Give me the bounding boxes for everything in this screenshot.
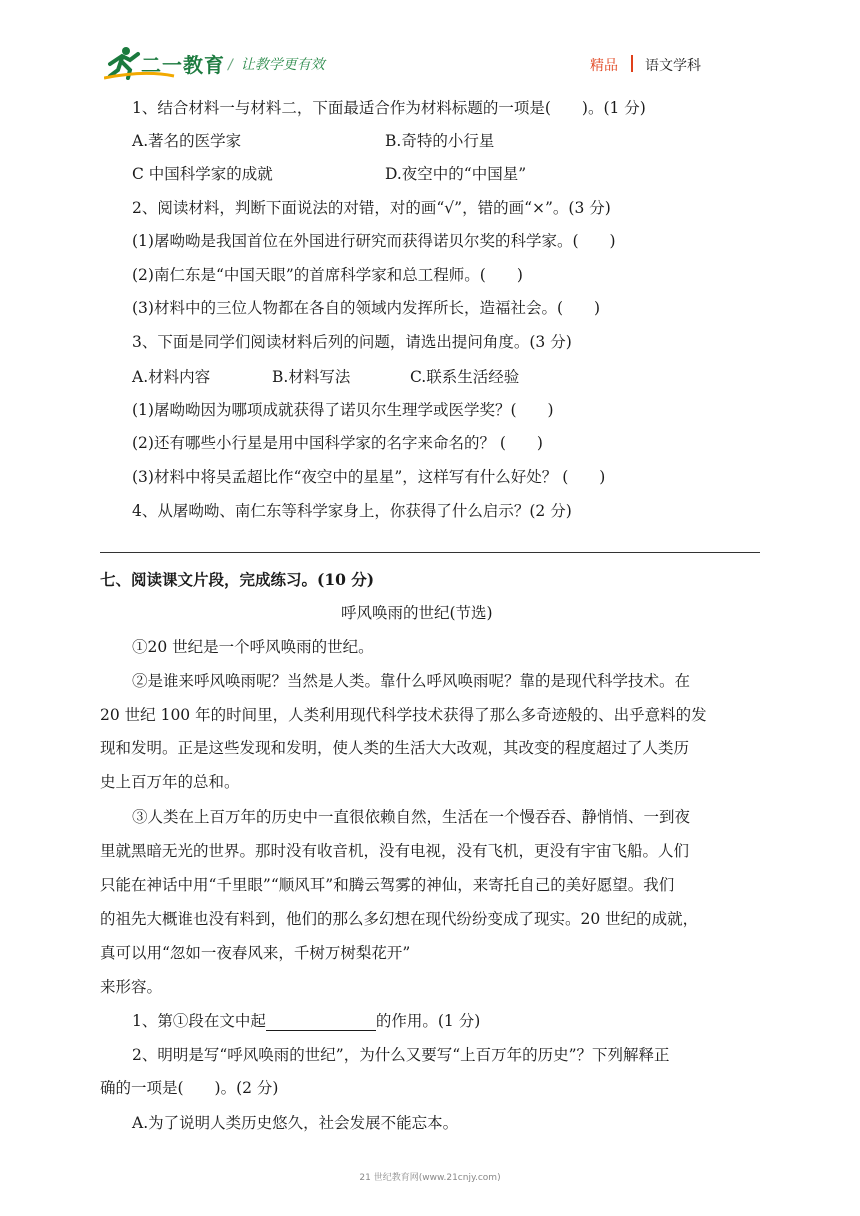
slogan-text: 让教学更有效 [240, 57, 325, 73]
premium-tag: 精品 [590, 58, 618, 74]
paragraph-3-line-6: 来形容。 [100, 978, 163, 996]
tag-divider [631, 55, 633, 72]
paragraph-3-line-4: 的祖先大概谁也没有料到，他们的那么多幻想在现代纷纷变成了现实。20 世纪的成就， [100, 910, 699, 928]
question-4: 4、从屠呦呦、南仁东等科学家身上，你获得了什么启示？(2 分) [132, 502, 572, 520]
paragraph-3-line-5: 真可以用“忽如一夜春风来，千树万树梨花开” [100, 944, 411, 962]
statement-2: (2)南仁东是“中国天眼”的首席科学家和总工程师。( ) [132, 266, 523, 284]
reading-question-2-line-2: 确的一项是( )。(2 分) [100, 1079, 279, 1097]
section-divider [100, 552, 760, 553]
reading-question-1-suffix: 的作用。(1 分) [375, 1012, 481, 1030]
slogan: / 让教学更有效 [228, 57, 325, 73]
passage-title: 呼风唤雨的世纪(节选) [341, 604, 493, 622]
sub-question-3: (3)材料中将吴孟超比作“夜空中的星星”，这样写有什么好处？ ( ) [132, 468, 606, 486]
paragraph-2-line-4: 史上百万年的总和。 [100, 773, 240, 791]
paragraph-2-line-2: 20 世纪 100 年的时间里，人类利用现代科学技术获得了那么多奇迹般的、出乎意料的发 [100, 706, 707, 724]
logo-text: 二一教育 [141, 53, 225, 77]
question-3: 3、下面是同学们阅读材料后列的问题，请选出提问角度。(3 分) [132, 333, 572, 351]
reading-option-a: A.为了说明人类历史悠久，社会发展不能忘本。 [132, 1114, 459, 1132]
paragraph-3-line-1: ③人类在上百万年的历史中一直很依赖自然，生活在一个慢吞吞、静悄悄、一到夜 [132, 808, 691, 826]
statement-3: (3)材料中的三位人物都在各自的领域内发挥所长，造福社会。( ) [132, 299, 601, 317]
subject-tag: 语文学科 [645, 58, 701, 74]
paragraph-2-line-3: 现和发明。正是这些发现和发明，使人类的生活大大改观，其改变的程度超过了人类历 [100, 739, 690, 757]
option-b: B.奇特的小行星 [385, 132, 495, 150]
paragraph-3-line-2: 里就黑暗无光的世界。那时没有收音机，没有电视，没有飞机，更没有宇宙飞船。人们 [100, 842, 690, 860]
reading-question-1 [132, 1011, 480, 1031]
question-2: 2、阅读材料，判断下面说法的对错，对的画“√”，错的画“×”。(3 分) [132, 199, 611, 217]
reading-question-1-prefix: 1、第①段在文中起 [132, 1012, 266, 1030]
option-a: A.著名的医学家 [132, 132, 242, 150]
section-heading: 七、阅读课文片段，完成练习。(10 分) [100, 570, 375, 589]
page-header [0, 0, 860, 95]
page-footer: 21 世纪教育网(www.21cnjy.com) [359, 1173, 501, 1183]
option-c: C 中国科学家的成就 [132, 165, 273, 183]
reading-question-2-line-1: 2、明明是写“呼风唤雨的世纪”，为什么又要写“上百万年的历史”？下列解释正 [132, 1046, 670, 1064]
angle-option-a: A.材料内容 [132, 368, 211, 386]
statement-1: (1)屠呦呦是我国首位在外国进行研究而获得诺贝尔奖的科学家。( ) [132, 232, 616, 250]
angle-option-c: C.联系生活经验 [410, 368, 520, 386]
answer-blank[interactable] [266, 1014, 376, 1031]
option-d: D.夜空中的“中国星” [385, 165, 527, 183]
paragraph-2-line-1: ②是谁来呼风唤雨呢？当然是人类。靠什么呼风唤雨呢？靠的是现代科学技术。在 [132, 672, 691, 690]
sub-question-1: (1)屠呦呦因为哪项成就获得了诺贝尔生理学或医学奖？( ) [132, 401, 554, 419]
paragraph-3-line-3: 只能在神话中用“千里眼”“顺风耳”和腾云驾雾的神仙，来寄托自己的美好愿望。我们 [100, 876, 675, 894]
angle-option-b: B.材料写法 [272, 368, 351, 386]
question-1: 1、结合材料一与材料二，下面最适合作为材料标题的一项是( )。(1 分) [132, 99, 646, 117]
sub-question-2: (2)还有哪些小行星是用中国科学家的名字来命名的？ ( ) [132, 434, 543, 452]
paragraph-1: ①20 世纪是一个呼风唤雨的世纪。 [132, 638, 374, 656]
